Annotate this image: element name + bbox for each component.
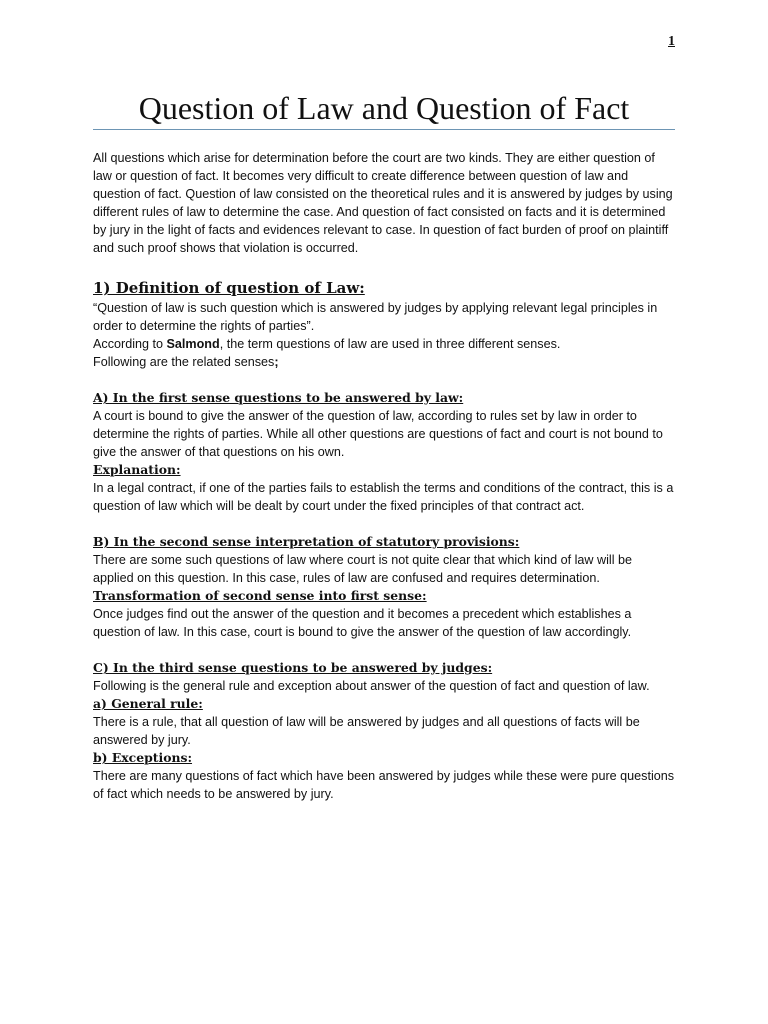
spacer	[93, 371, 675, 389]
law-definition-quote: “Question of law is such question which is answered by judges by applying relevant legal principles in order to determine the rights of parties”.	[93, 301, 658, 333]
senses-intro	[93, 353, 675, 371]
salmond-paragraph	[93, 335, 675, 353]
general-rule-paragraph: There is a rule, that all question of law will be answered by judges and all questions of facts will be answered by jury.	[93, 715, 640, 747]
section-b-paragraph: There are some such questions of law where court is not quite clear that which kind of law will be applied on this question. In this case, rules of law are confused and requires determination.	[93, 553, 632, 585]
explanation-paragraph: In a legal contract, if one of the parties fails to establish the terms and conditions of the contract, this is a question of law which will be dealt by court under the fixed principles of that contract act.	[93, 481, 674, 513]
section-c-heading: C) In the third sense questions to be answered by judges:	[93, 660, 493, 675]
spacer	[93, 641, 675, 659]
section-c-paragraph: Following is the general rule and exception about answer of the question of fact and question of law.	[93, 679, 650, 693]
exceptions-paragraph: There are many questions of fact which have been answered by judges while these were pure questions of fact which needs to be answered by jury.	[93, 769, 675, 801]
transformation-heading: Transformation of second sense into first sense:	[93, 588, 427, 603]
section1-heading: 1) Definition of question of Law:	[93, 279, 365, 297]
spacer	[93, 257, 675, 275]
transformation-paragraph: Once judges find out the answer of the question and it becomes a precedent which establishes a question of law. In this case, court is bound to give the answer of the question of law accordingly.	[93, 607, 632, 639]
document-body	[93, 149, 675, 803]
section-a-paragraph: A court is bound to give the answer of the question of law, according to rules set by law in order to determine the rights of parties. While all other questions are questions of fact and court is not bound to give the answer of that questions on his own.	[93, 409, 663, 459]
salmond-suffix: , the term questions of law are used in three different senses.	[219, 337, 561, 351]
exceptions-heading: b) Exceptions:	[93, 750, 193, 765]
general-rule-heading: a) General rule:	[93, 696, 203, 711]
salmond-name: Salmond	[166, 337, 220, 351]
intro-paragraph: All questions which arise for determination before the court are two kinds. They are either question of law or question of fact. It becomes very difficult to create difference between question of law and question of fact. Question of law consisted on the theoretical rules and it is answered by judges by using different rules of law to determine the case. And question of fact consisted on facts and it is determined by jury in the light of facts and evidences relevant to case. In question of fact burden of proof on plaintiff and such proof shows that violation is occurred.	[93, 151, 673, 255]
title-underline-rule	[93, 129, 675, 130]
senses-semicolon: ;	[274, 355, 279, 369]
senses-text: Following are the related senses	[93, 355, 275, 369]
section-a-heading: A) In the first sense questions to be answered by law:	[93, 390, 464, 405]
spacer	[93, 515, 675, 533]
salmond-prefix: According to	[93, 337, 167, 351]
section-b-heading: B) In the second sense interpretation of statutory provisions:	[93, 534, 520, 549]
document-title: Question of Law and Question of Fact	[138, 90, 630, 126]
explanation-heading: Explanation:	[93, 462, 181, 477]
page-number: 1	[668, 34, 675, 49]
